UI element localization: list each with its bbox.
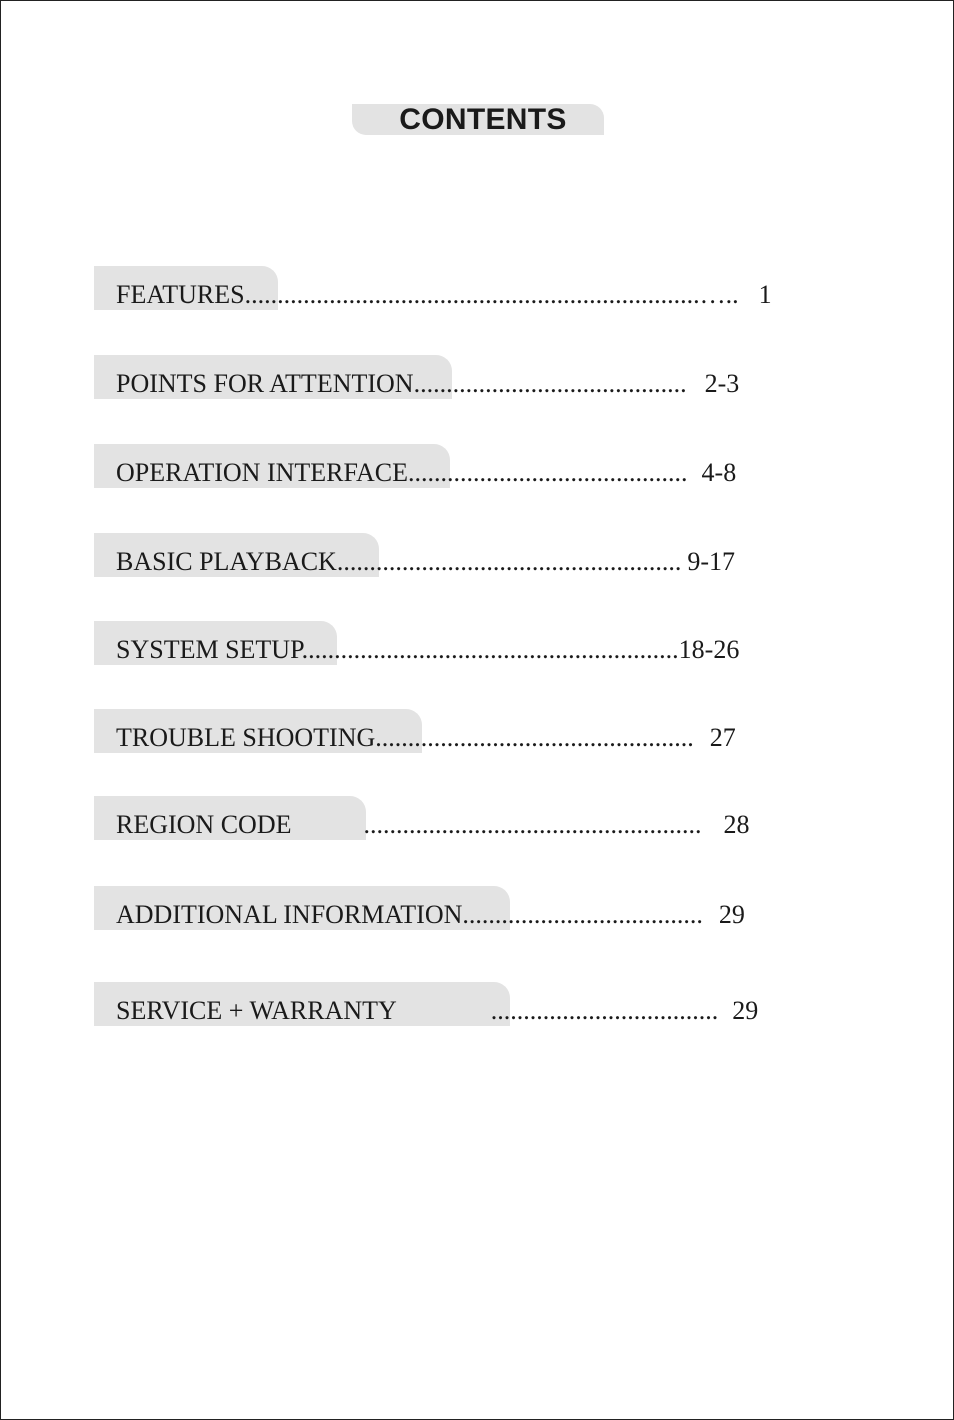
- toc-row-system-setup[interactable]: [94, 621, 854, 667]
- toc-label: SERVICE + WARRANTY: [116, 996, 397, 1025]
- toc-leader-dots: ....................................................: [363, 810, 702, 839]
- toc-leader-dots: ......................................................................…..: [244, 280, 739, 309]
- toc-entry: [116, 900, 745, 930]
- toc-page-number: 28: [723, 810, 750, 839]
- toc-label: FEATURES: [116, 280, 245, 309]
- toc-row-features[interactable]: [94, 266, 854, 312]
- toc-label: SYSTEM SETUP: [116, 635, 302, 664]
- toc-page-number: 2-3: [704, 369, 740, 398]
- toc-entry: [116, 547, 735, 577]
- toc-label: ADDITIONAL INFORMATION: [116, 900, 463, 929]
- toc-leader-dots: .....................................................: [336, 547, 682, 576]
- toc-page-number: 4-8: [701, 458, 737, 487]
- toc-row-basic-playback[interactable]: [94, 533, 854, 579]
- toc-row-trouble-shooting[interactable]: [94, 709, 854, 755]
- toc-page-number: 18-26: [678, 635, 740, 664]
- toc-label: POINTS FOR ATTENTION: [116, 369, 414, 398]
- toc-page-number: 27: [709, 723, 736, 752]
- toc-page-number: 29: [718, 900, 745, 929]
- toc-row-service-warranty[interactable]: [94, 982, 854, 1028]
- toc-row-operation-interface[interactable]: [94, 444, 854, 490]
- toc-label: REGION CODE: [116, 810, 292, 839]
- toc-entry: [116, 723, 736, 753]
- toc-entry: [116, 996, 758, 1026]
- toc-row-region-code[interactable]: [94, 796, 854, 842]
- page-title: CONTENTS: [399, 103, 567, 136]
- toc-leader-dots: .....................................: [462, 900, 703, 929]
- toc-label: OPERATION INTERFACE: [116, 458, 409, 487]
- toc-page-number: 29: [732, 996, 759, 1025]
- toc-label: TROUBLE SHOOTING: [116, 723, 376, 752]
- toc-entry: [116, 810, 750, 840]
- toc-entry: [116, 369, 739, 399]
- toc-leader-dots: ...................................: [490, 996, 719, 1025]
- toc-entry: [116, 458, 736, 488]
- toc-leader-dots: ..........................................: [413, 369, 687, 398]
- toc-leader-dots: ...........................................: [408, 458, 688, 487]
- toc-entry: [116, 635, 739, 665]
- toc-leader-dots: .................................................: [375, 723, 694, 752]
- toc-entry: [116, 280, 772, 310]
- toc-page-number: 1: [758, 280, 772, 309]
- toc-page-number: 9-17: [687, 547, 735, 576]
- toc-row-points-for-attention[interactable]: [94, 355, 854, 401]
- toc-row-additional-information[interactable]: [94, 886, 854, 932]
- toc-leader-dots: ..........................................................: [301, 635, 679, 664]
- toc-label: BASIC PLAYBACK: [116, 547, 337, 576]
